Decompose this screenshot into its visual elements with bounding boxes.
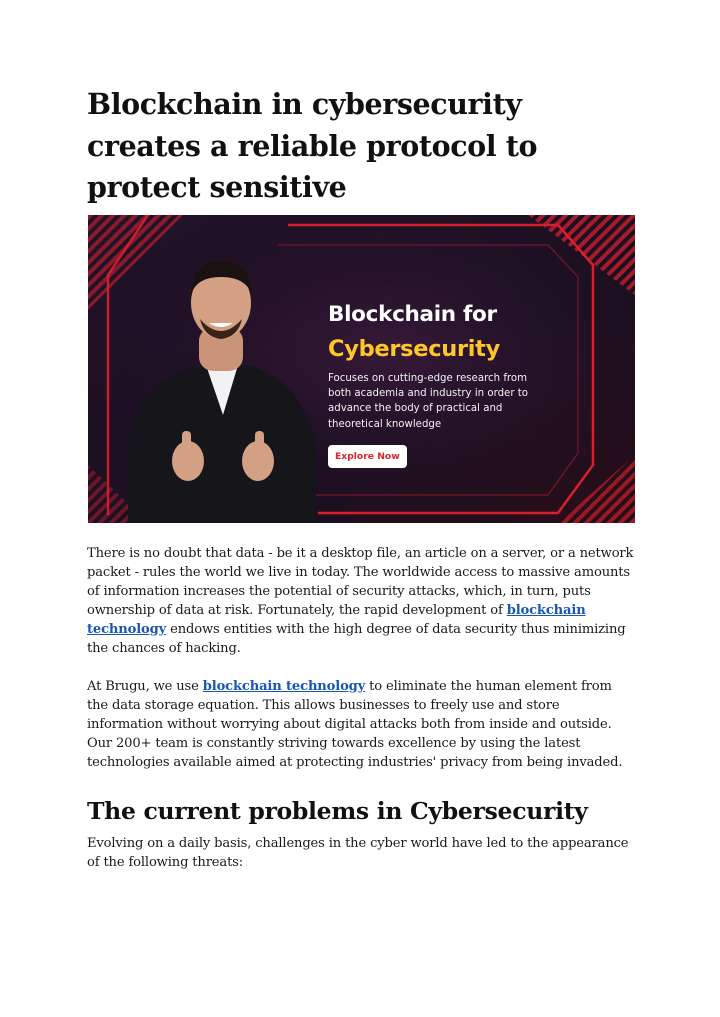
- paragraph-threats: Evolving on a daily basis, challenges in the cyber world have led to the appearance of the following threats:: [87, 836, 629, 870]
- paragraph-intro: [87, 544, 635, 658]
- page-title: Blockchain in cybersecurity creates a reliable protocol to protect sensitive: [87, 87, 538, 204]
- paragraph-intro-text: There is no doubt that data - be it a desktop file, an article on a server, or a network packet - rules the world we live in today. The worldwide access to massive amounts of information increases the potential of security attacks, which, in turn, puts ownership of data at risk. Fortunately, the rapid development of: [87, 546, 634, 618]
- paragraph-brugu-text: At Brugu, we use: [87, 679, 203, 694]
- explore-now-button[interactable]: Explore Now: [328, 445, 407, 468]
- paragraph-brugu: [87, 677, 635, 772]
- blockchain-technology-link[interactable]: blockchain technology: [87, 603, 586, 637]
- banner-description: Focuses on cutting-edge research from both academia and industry in order to advance the body of practical and theoretical knowledge: [328, 373, 528, 430]
- paragraph-brugu-text-end: to eliminate the human element from the data storage equation. This allows businesses to freely use and store information without worrying about digital attacks both from inside and outside. Our 200+ team is constantly striving towards excellence by using the latest technologies available aimed at protecting industries' privacy from being invaded.: [87, 679, 623, 770]
- banner-heading: Blockchain for: [328, 302, 497, 327]
- banner-image: [88, 215, 635, 523]
- paragraph-intro-text-end: endows entities with the high degree of data security thus minimizing the chances of hacking.: [87, 622, 626, 656]
- blockchain-technology-link-2[interactable]: blockchain technology: [202, 679, 366, 694]
- section-heading: The current problems in Cybersecurity: [87, 797, 588, 825]
- banner-background: [88, 215, 635, 523]
- banner-subheading: Cybersecurity: [328, 336, 500, 362]
